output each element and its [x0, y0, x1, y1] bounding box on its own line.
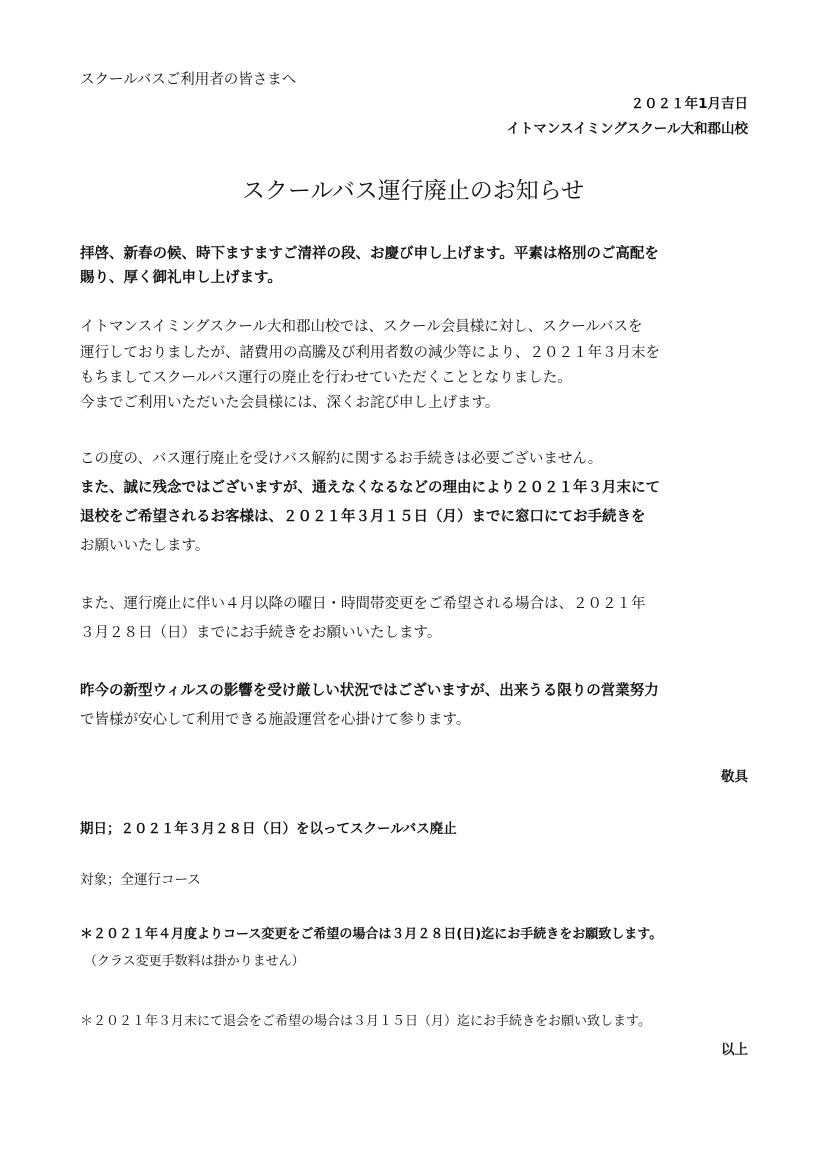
target-detail: 対象；全運行コース	[80, 872, 201, 888]
schedule-change-line-1: また、運行廃止に伴い４月以降の曜日・時間帯変更をご希望される場合は、２０２１年	[80, 596, 646, 612]
course-change-fee-note: （クラス変更手数料は掛かりません）	[84, 954, 305, 969]
procedure-line-1: この度の、バス運行廃止を受けバス解約に関するお手続きは必要ございません。	[80, 451, 603, 467]
procedure-line-2: また、誠に残念ではございますが、通えなくなるなどの理由により２０２１年３月末にて	[80, 480, 660, 496]
announcement-line-3: もちましてスクールバス運行の廃止を行わせていただくこととなりました。	[80, 370, 572, 386]
announcement-line-4: 今までご利用いただいた会員様には、深くお詫び申し上げます。	[80, 395, 500, 411]
schedule-change-line-2: ３月２８日（日）までにお手続きをお願いいたします。	[80, 625, 442, 641]
greeting-line-1: 拝啓、新春の候、時下ますますご清祥の段、お慶び申し上げます。平素は格別のご高配を	[80, 246, 659, 262]
closing-line-2: で皆様が安心して利用できる施設運営を心掛けて参ります。	[80, 712, 471, 728]
sender-name: イトマンスイミングスクール大和郡山校	[506, 121, 748, 137]
procedure-line-3: 退校をご希望されるお客様は、２０２１年３月１５日（月）までに窓口にてお手続きを	[80, 509, 646, 525]
issue-date: ２０２１年1月吉日	[630, 96, 748, 112]
course-change-note: ＊２０２１年４月度よりコース変更をご希望の場合は３月２８日(日)迄にお手続きをお願致します。	[80, 927, 663, 942]
announcement-line-1: イトマンスイミングスクール大和郡山校では、スクール会員様に対し、スクールバスを	[80, 319, 643, 335]
greeting-line-2: 賜り、厚く御礼申し上げます。	[80, 270, 282, 286]
period-detail: 期日；２０２１年３月２８日（日）を以ってスクールバス廃止	[80, 821, 457, 837]
recipient-line: スクールバスご利用者の皆さまへ	[80, 72, 297, 88]
closing-line-1: 昨今の新型ウィルスの影響を受け厳しい状況ではございますが、出来うる限りの営業努力	[80, 683, 659, 699]
announcement-line-2: 運行しておりましたが、諸費用の高騰及び利用者数の減少等により、２０２１年３月末を	[80, 345, 660, 361]
page-title: スクールバス運行廃止のお知らせ	[241, 178, 585, 204]
procedure-line-4: お願いいたします。	[80, 538, 210, 554]
withdrawal-note: ＊２０２１年３月末にて退会をご希望の場合は３月１５日（月）迄にお手続きをお願い致します。	[80, 1014, 651, 1029]
keigu: 敬具	[721, 769, 748, 785]
ijou: 以上	[721, 1042, 748, 1058]
